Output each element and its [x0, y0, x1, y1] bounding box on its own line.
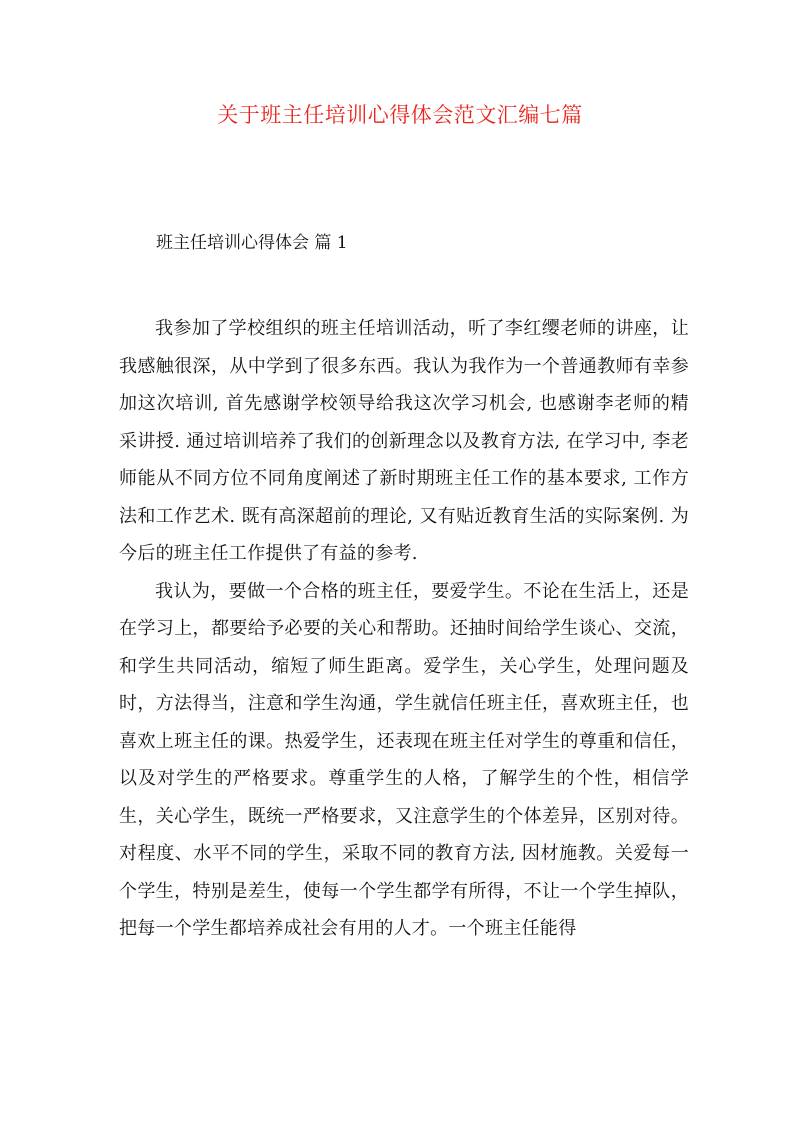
paragraph-1: 我参加了学校组织的班主任培训活动，听了李红缨老师的讲座，让我感触很深，从中学到了很多东西。我认为我作为一个普通教师有幸参加这次培训, 首先感谢学校领导给我这次学习机会, 也感谢李老师的精采讲授. 通过培训培养了我们的创新理念以及教育方法, 在学习中, 李老师能从不同方位不同角度阐述了新时期班主任工作的基本要求, 工作方法和工作艺术. 既有高深超前的理论, 又有贴近教育生活的实际案例. 为今后的班主任工作提供了有益的参考.	[119, 318, 689, 564]
section-heading: 班主任培训心得体会 篇 1	[156, 233, 348, 253]
body-text	[119, 310, 689, 948]
document-title: 关于班主任培训心得体会范文汇编七篇	[217, 103, 583, 127]
paragraph-2: 我认为，要做一个合格的班主任，要爱学生。不论在生活上，还是在学习上，都要给予必要的关心和帮助。还抽时间给学生谈心、交流，和学生共同活动，缩短了师生距离。爱学生，关心学生，处理问题及时，方法得当，注意和学生沟通，学生就信任班主任，喜欢班主任，也喜欢上班主任的课。热爱学生，还表现在班主任对学生的尊重和信任，以及对学生的严格要求。尊重学生的人格，了解学生的个性，相信学生，关心学生，既统一严格要求，又注意学生的个体差异，区别对待。对程度、水平不同的学生，采取不同的教育方法, 因材施教。关爱每一个学生，特别是差生，使每一个学生都学有所得，不让一个学生掉队，把每一个学生都培养成社会有用的人才。一个班主任能得	[119, 580, 689, 939]
